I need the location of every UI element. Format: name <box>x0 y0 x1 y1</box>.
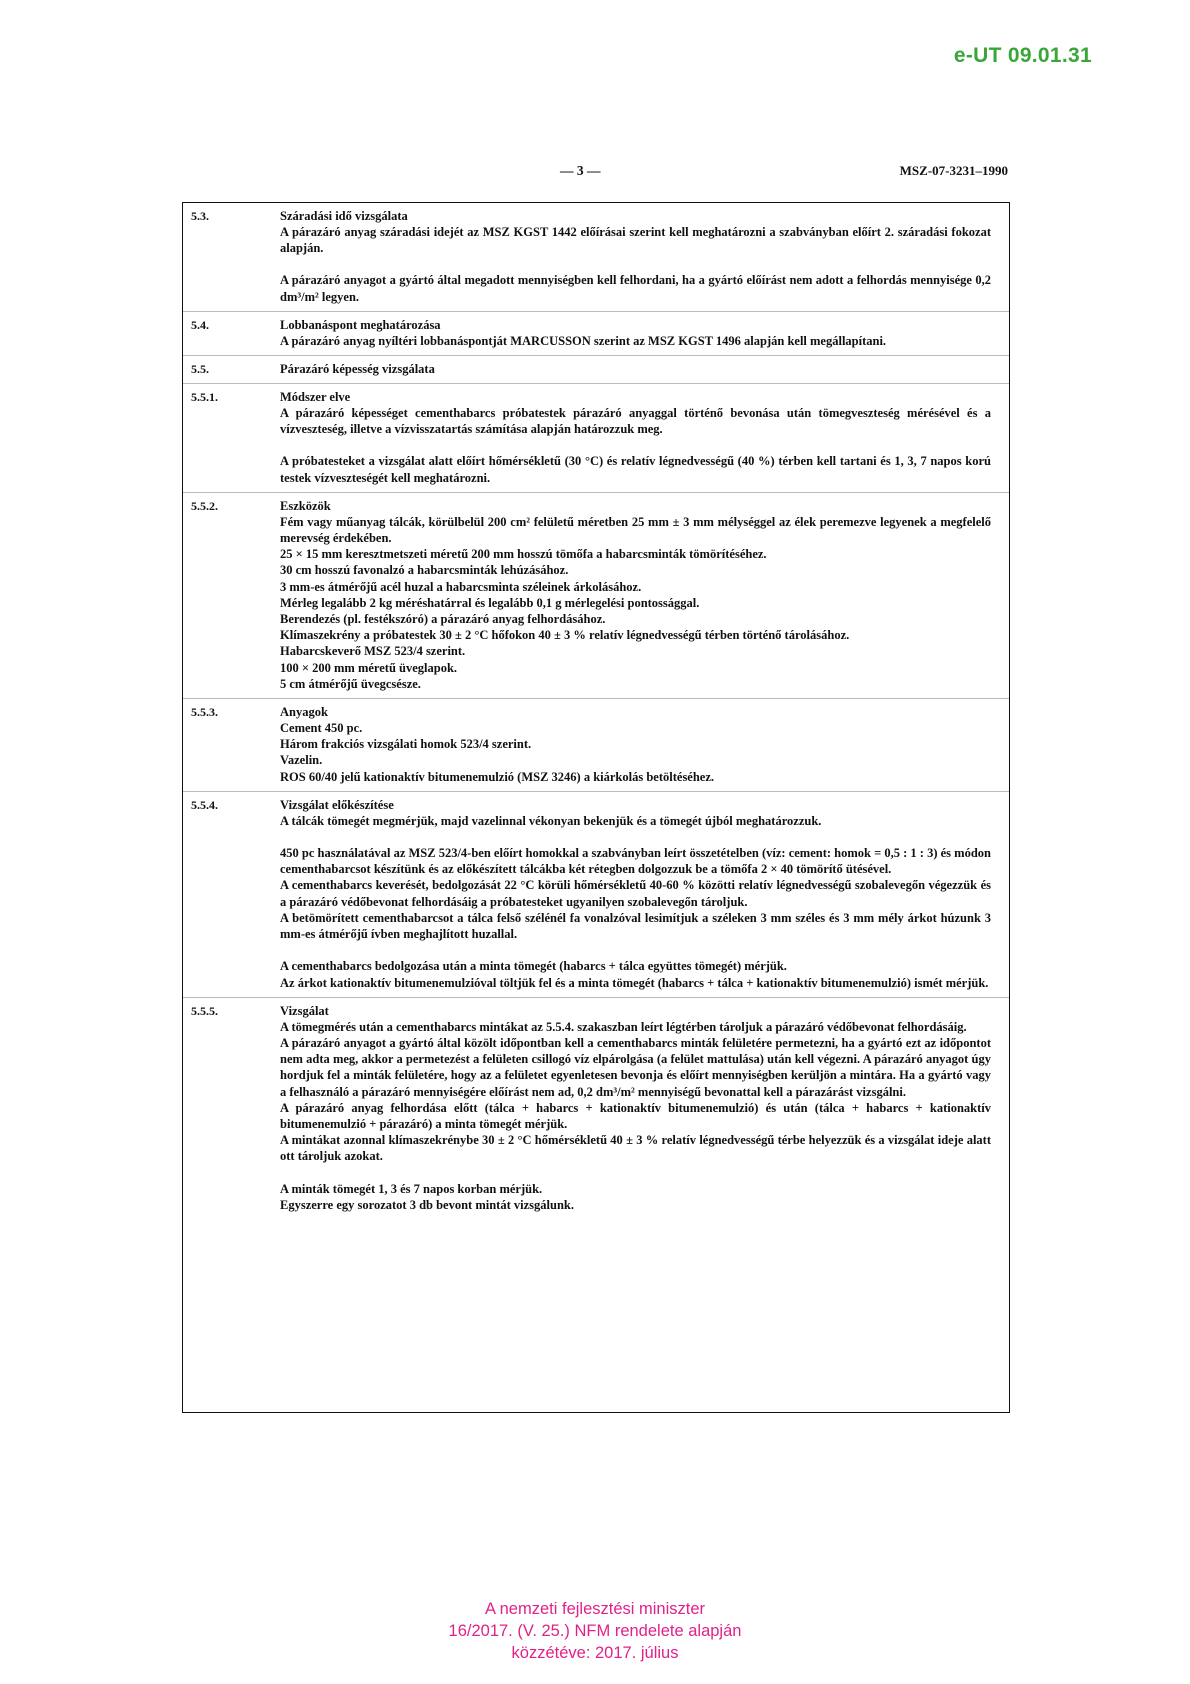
section-row <box>183 203 1009 312</box>
section-paragraph: Egyszerre egy sorozatot 3 db bevont mintát vizsgálunk. <box>280 1197 574 1212</box>
section-paragraph: A párazáró anyag száradási idejét az MSZ KGST 1442 előírásai szerint kell meghatározni a szabványban előírt 2. száradási fokozat alapján. <box>280 225 991 256</box>
section-number: 5.5. <box>191 362 209 377</box>
section-paragraph: A párazáró anyagot a gyártó által megadott mennyiségben kell felhordani, ha a gyártó előírást nem adott a felhordás mennyisége 0,2 dm³/m² legyen. <box>280 273 991 304</box>
footer-line-1: A nemzeti fejlesztési miniszter <box>484 1600 706 1618</box>
section-number: 5.5.4. <box>191 797 218 812</box>
section-number: 5.5.2. <box>191 498 218 513</box>
content-frame <box>182 202 1010 1413</box>
section-row <box>183 998 1009 1219</box>
section-paragraph: A cementhabarcs keverését, bedolgozását 22 °C körüli hőmérsékletű 40-60 % közötti relatív légnedvességű szobalevegőn végezzük és a párazáró védőbevonat felhordásáig a próbatesteket ugyanilyen szobalevegőn tároljuk. <box>280 878 991 909</box>
standard-code: MSZ-07-3231–1990 <box>899 163 1008 178</box>
list-item: ROS 60/40 jelű kationaktív bitumenemulzió (MSZ 3246) a kiárkolás betöltéséhez. <box>280 769 715 784</box>
section-paragraph: A betömörített cementhabarcsot a tálca felső szélénél fa vonalzóval lesimítjuk a széleken 3 mm széles és 3 mm mély árkot húzunk 3 mm-es átmérőjű ívben meghajlított huzallal. <box>280 910 991 942</box>
section-paragraph: A minták tömegét 1, 3 és 7 napos korban mérjük. <box>280 1181 543 1196</box>
section-paragraph: A párazáró anyag nyíltéri lobbanáspontját MARCUSSON szerint az MSZ KGST 1496 alapján kell megállapítani. <box>280 333 887 348</box>
footer-line-2: 16/2017. (V. 25.) NFM rendelete alapján <box>448 1622 742 1640</box>
section-row <box>183 356 1009 384</box>
list-item: Klímaszekrény a próbatestek 30 ± 2 °C hőfokon 40 ± 3 % relatív légnedvességű térben történő tárolásához. <box>280 628 850 643</box>
list-item: 100 × 200 mm méretű üveglapok. <box>280 660 458 675</box>
section-number: 5.4. <box>191 317 209 332</box>
section-title: Vizsgálat előkészítése <box>280 797 394 812</box>
section-paragraph: A tálcák tömegét megmérjük, majd vazelinnal vékonyan bekenjük és a tömegét újból meghatározzuk. <box>280 813 822 828</box>
section-title: Vizsgálat <box>280 1003 329 1018</box>
section-row <box>183 699 1009 792</box>
footer <box>0 1598 1190 1664</box>
section-paragraph: A mintákat azonnal klímaszekrénybe 30 ± 2 °C hőmérsékletű 40 ± 3 % relatív légnedvességű térbe helyezzük és a vizsgálat ideje alatt ott tároljuk azokat. <box>280 1133 991 1164</box>
section-paragraph: A próbatesteket a vizsgálat alatt előírt hőmérsékletű (30 °C) és relatív légnedvességű (40 %) térben kell tartani és 1, 3, 7 napos korú testek vízveszteségét kell meghatározni. <box>280 454 991 485</box>
document-code: e-UT 09.01.31 <box>953 44 1092 67</box>
section-title: Eszközök <box>280 498 331 513</box>
page-number: — 3 — <box>560 163 601 178</box>
section-number: 5.5.1. <box>191 390 218 405</box>
section-title: Lobbanáspont meghatározása <box>280 317 441 332</box>
section-paragraph: Az árkot kationaktív bitumenemulzióval töltjük fel és a minta tömegét (habarcs + tálca + kationaktív bitumenemulzió) ismét mérjük. <box>280 975 989 990</box>
list-item: 30 cm hosszú favonalzó a habarcsminták lehúzásához. <box>280 563 569 578</box>
list-item: Három frakciós vizsgálati homok 523/4 szerint. <box>280 737 532 752</box>
section-row <box>183 384 1009 493</box>
section-paragraph: Fém vagy műanyag tálcák, körülbelül 200 cm² felületű méretben 25 mm ± 3 mm mélységgel az élek peremezve legyenek a megfelelő merevség érdekében. <box>280 514 991 546</box>
section-number: 5.5.5. <box>191 1003 218 1018</box>
list-item: Habarcskeverő MSZ 523/4 szerint. <box>280 644 466 659</box>
section-row <box>183 792 1009 998</box>
list-item: Mérleg legalább 2 kg méréshatárral és legalább 0,1 g mérlegelési pontossággal. <box>280 595 700 610</box>
list-item: Berendezés (pl. festékszóró) a párazáró anyag felhordásához. <box>280 612 606 627</box>
section-title: Módszer elve <box>280 390 351 405</box>
section-number: 5.5.3. <box>191 705 218 720</box>
section-paragraph: A párazáró képességet cementhabarcs próbatestek párazáró anyaggal történő bevonása után tömegveszteség mérésével és a vízveszteség, illetve a vízvisszatartás számítása alapján határozzuk meg. <box>280 406 991 437</box>
footer-line-3: közzétéve: 2017. július <box>511 1644 679 1662</box>
section-title: Párazáró képesség vizsgálata <box>280 362 435 377</box>
section-paragraph: A tömegmérés után a cementhabarcs mintákat az 5.5.4. szakaszban leírt légtérben tároljuk a párazáró védőbevonat felhordásáig. <box>280 1019 967 1034</box>
list-item: Vazelin. <box>280 753 323 768</box>
section-paragraph: A párazáró anyagot a gyártó által közölt időpontban kell a cementhabarcs minták felületére permetezni, ha a gyártó ezt az időpontot nem adta meg, akkor a permetezést a felületen csillogó víz elpárolgása (a felület mattulása) után kell végezni. A párazáró anyagot úgy hordjuk fel a minták felületére, hogy az a felületet egyenletesen bevonja és előírt mennyiségben kerüljön a mintára. Ha a gyártó vagy a felhasználó a párazáró mennyiségére előírást nem ad, 0,2 dm³/m² mennyiségű bevonattal kell a párazárást vizsgálni. <box>280 1035 991 1099</box>
list-item: 3 mm-es átmérőjű acél huzal a habarcsminta széleinek árkolásához. <box>280 579 642 594</box>
list-item: 5 cm átmérőjű üvegcsésze. <box>280 676 421 691</box>
list-item: 25 × 15 mm keresztmetszeti méretű 200 mm hosszú tömőfa a habarcsminták tömörítéséhez. <box>280 547 767 562</box>
section-row <box>183 312 1009 356</box>
section-number: 5.3. <box>191 209 209 223</box>
section-title: Anyagok <box>280 705 328 720</box>
section-paragraph: 450 pc használatával az MSZ 523/4-ben előírt homokkal a szabványban leírt összetételben (víz: cement: homok = 0,5 : 1 : 3) és módon cementhabarcsot készítünk és az előkészített tálcákba két rétegben dolgozzuk be a tömőfa 2 × 40 tömörítő ütésével. <box>280 846 991 877</box>
section-paragraph: A cementhabarcs bedolgozása után a minta tömegét (habarcs + tálca együttes tömegét) mérjük. <box>280 959 787 974</box>
section-row <box>183 493 1009 699</box>
list-item: Cement 450 pc. <box>280 721 363 736</box>
section-title: Száradási idő vizsgálata <box>280 209 408 223</box>
section-paragraph: A párazáró anyag felhordása előtt (tálca + habarcs + kationaktív bitumenemulzió) és után (tálca + habarcs + kationaktív bitumenemulzió + párazáró) a minta tömegét mérjük. <box>280 1100 991 1131</box>
